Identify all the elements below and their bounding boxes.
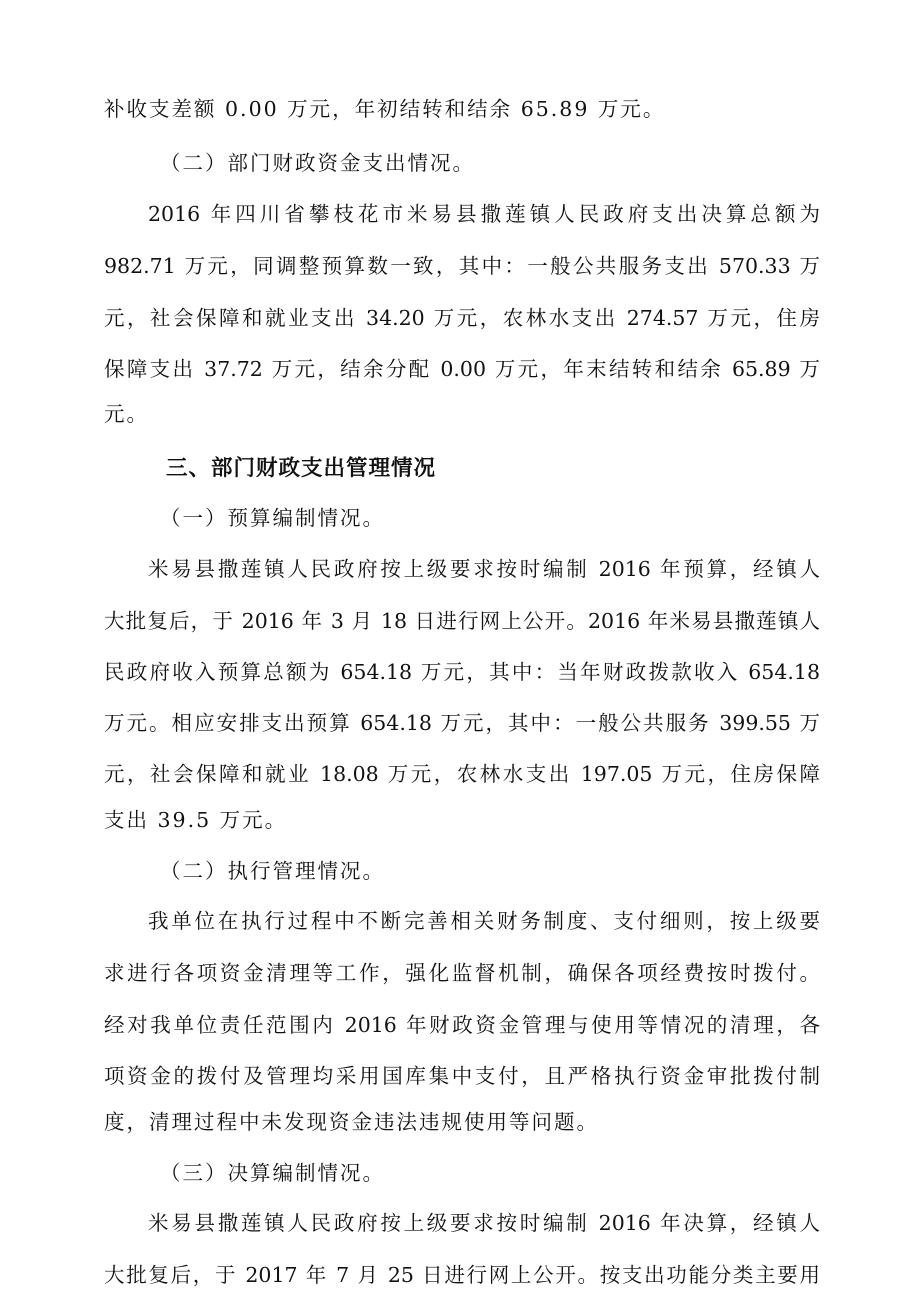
paragraph-line: 求进行各项资金清理等工作，强化监督机制，确保各项经费按时拨付。: [104, 961, 820, 985]
paragraph-line: 大批复后，于 2017 年 7 月 25 日进行网上公开。按支出功能分类主要用: [104, 1263, 820, 1287]
paragraph-line: 米易县撒莲镇人民政府按上级要求按时编制 2016 年预算，经镇人: [148, 557, 820, 581]
paragraph-line: 度，清理过程中未发现资金违法违规使用等问题。: [104, 1110, 599, 1134]
paragraph-line: 补收支差额 0.00 万元，年初结转和结余 65.89 万元。: [104, 97, 666, 121]
paragraph-line: 元。: [104, 402, 149, 426]
paragraph-line: 米易县撒莲镇人民政府按上级要求按时编制 2016 年决算，经镇人: [148, 1211, 820, 1235]
paragraph-line: 保障支出 37.72 万元，结余分配 0.00 万元，年末结转和结余 65.89 万: [104, 357, 820, 381]
paragraph-line: 支出 39.5 万元。: [104, 808, 288, 832]
section-heading: 三、部门财政支出管理情况: [166, 456, 437, 481]
paragraph-line: 2016 年四川省攀枝花市米易县撒莲镇人民政府支出决算总额为: [148, 202, 820, 226]
paragraph-line: 大批复后，于 2016 年 3 月 18 日进行网上公开。2016 年米易县撒莲镇人: [104, 609, 820, 633]
paragraph-line: 我单位在执行过程中不断完善相关财务制度、支付细则，按上级要: [148, 909, 820, 933]
subsection-heading: （二）执行管理情况。: [160, 859, 385, 883]
paragraph-line: 万元。相应安排支出预算 654.18 万元，其中：一般公共服务 399.55 万: [104, 711, 820, 735]
paragraph-line: 元，社会保障和就业 18.08 万元，农林水支出 197.05 万元，住房保障: [104, 762, 820, 786]
paragraph-line: 元，社会保障和就业支出 34.20 万元，农林水支出 274.57 万元，住房: [104, 306, 820, 330]
subsection-heading: （二）部门财政资金支出情况。: [160, 151, 475, 175]
paragraph-line: 982.71 万元，同调整预算数一致，其中：一般公共服务支出 570.33 万: [104, 254, 820, 278]
paragraph-line: 民政府收入预算总额为 654.18 万元，其中：当年财政拨款收入 654.18: [104, 660, 820, 684]
paragraph-line: 项资金的拨付及管理均采用国库集中支付，且严格执行资金审批拨付制: [104, 1064, 820, 1088]
subsection-heading: （三）决算编制情况。: [160, 1161, 385, 1185]
paragraph-line: 经对我单位责任范围内 2016 年财政资金管理与使用等情况的清理，各: [104, 1013, 820, 1037]
subsection-heading: （一）预算编制情况。: [160, 506, 385, 530]
